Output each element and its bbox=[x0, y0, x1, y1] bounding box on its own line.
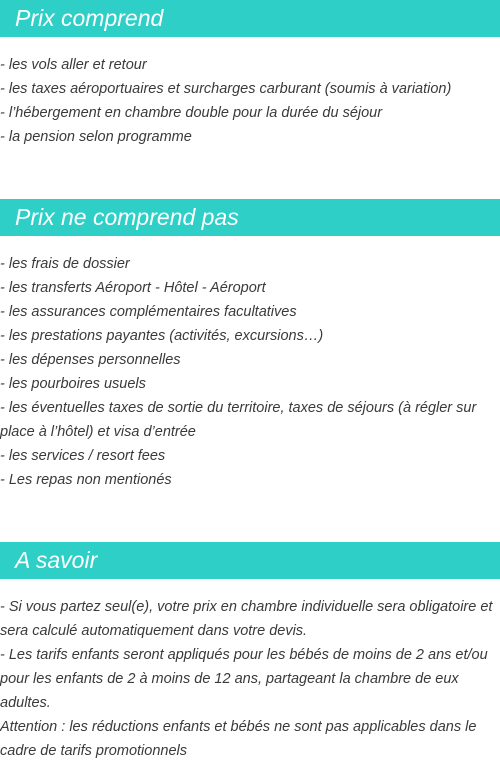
list-item: - les dépenses personnelles bbox=[0, 352, 181, 368]
list-item: - Les repas non mentionés bbox=[0, 472, 172, 488]
section-title: Prix ne comprend pas bbox=[15, 204, 239, 230]
list-item: - les frais de dossier bbox=[0, 256, 130, 272]
list-item: - les éventuelles taxes de sortie du territoire, taxes de séjours (à régler sur place à l’hôtel) et visa d’entrée bbox=[0, 400, 477, 440]
list-item: - les services / resort fees bbox=[0, 448, 166, 464]
list-item: - l’hébergement en chambre double pour la durée du séjour bbox=[0, 105, 383, 121]
excluded-list bbox=[0, 252, 500, 492]
list-item: - Si vous partez seul(e), votre prix en chambre individuelle sera obligatoire et sera calculé automatiquement dans votre devis. bbox=[0, 599, 493, 639]
list-item: - les taxes aéroportuaires et surcharges carburant (soumis à variation) bbox=[0, 81, 452, 97]
list-item: - la pension selon programme bbox=[0, 129, 192, 145]
section-title: Prix comprend bbox=[15, 5, 164, 31]
included-list bbox=[0, 53, 500, 149]
list-item: - les vols aller et retour bbox=[0, 57, 147, 73]
section-header-a-savoir bbox=[0, 542, 500, 579]
info-list bbox=[0, 595, 500, 763]
section-title: A savoir bbox=[15, 547, 98, 573]
list-item: Attention : les réductions enfants et bébés ne sont pas applicables dans le cadre de tarifs promotionnels bbox=[0, 719, 477, 759]
list-item: - les assurances complémentaires facultatives bbox=[0, 304, 297, 320]
list-item: - Les tarifs enfants seront appliqués pour les bébés de moins de 2 ans et/ou pour les enfants de 2 à moins de 12 ans, partageant la chambre de eux adultes. bbox=[0, 647, 488, 711]
section-header-prix-comprend bbox=[0, 0, 500, 37]
section-header-prix-ne-comprend-pas bbox=[0, 199, 500, 236]
list-item: - les transferts Aéroport - Hôtel - Aéroport bbox=[0, 280, 266, 296]
list-item: - les prestations payantes (activités, excursions…) bbox=[0, 328, 324, 344]
list-item: - les pourboires usuels bbox=[0, 376, 146, 392]
